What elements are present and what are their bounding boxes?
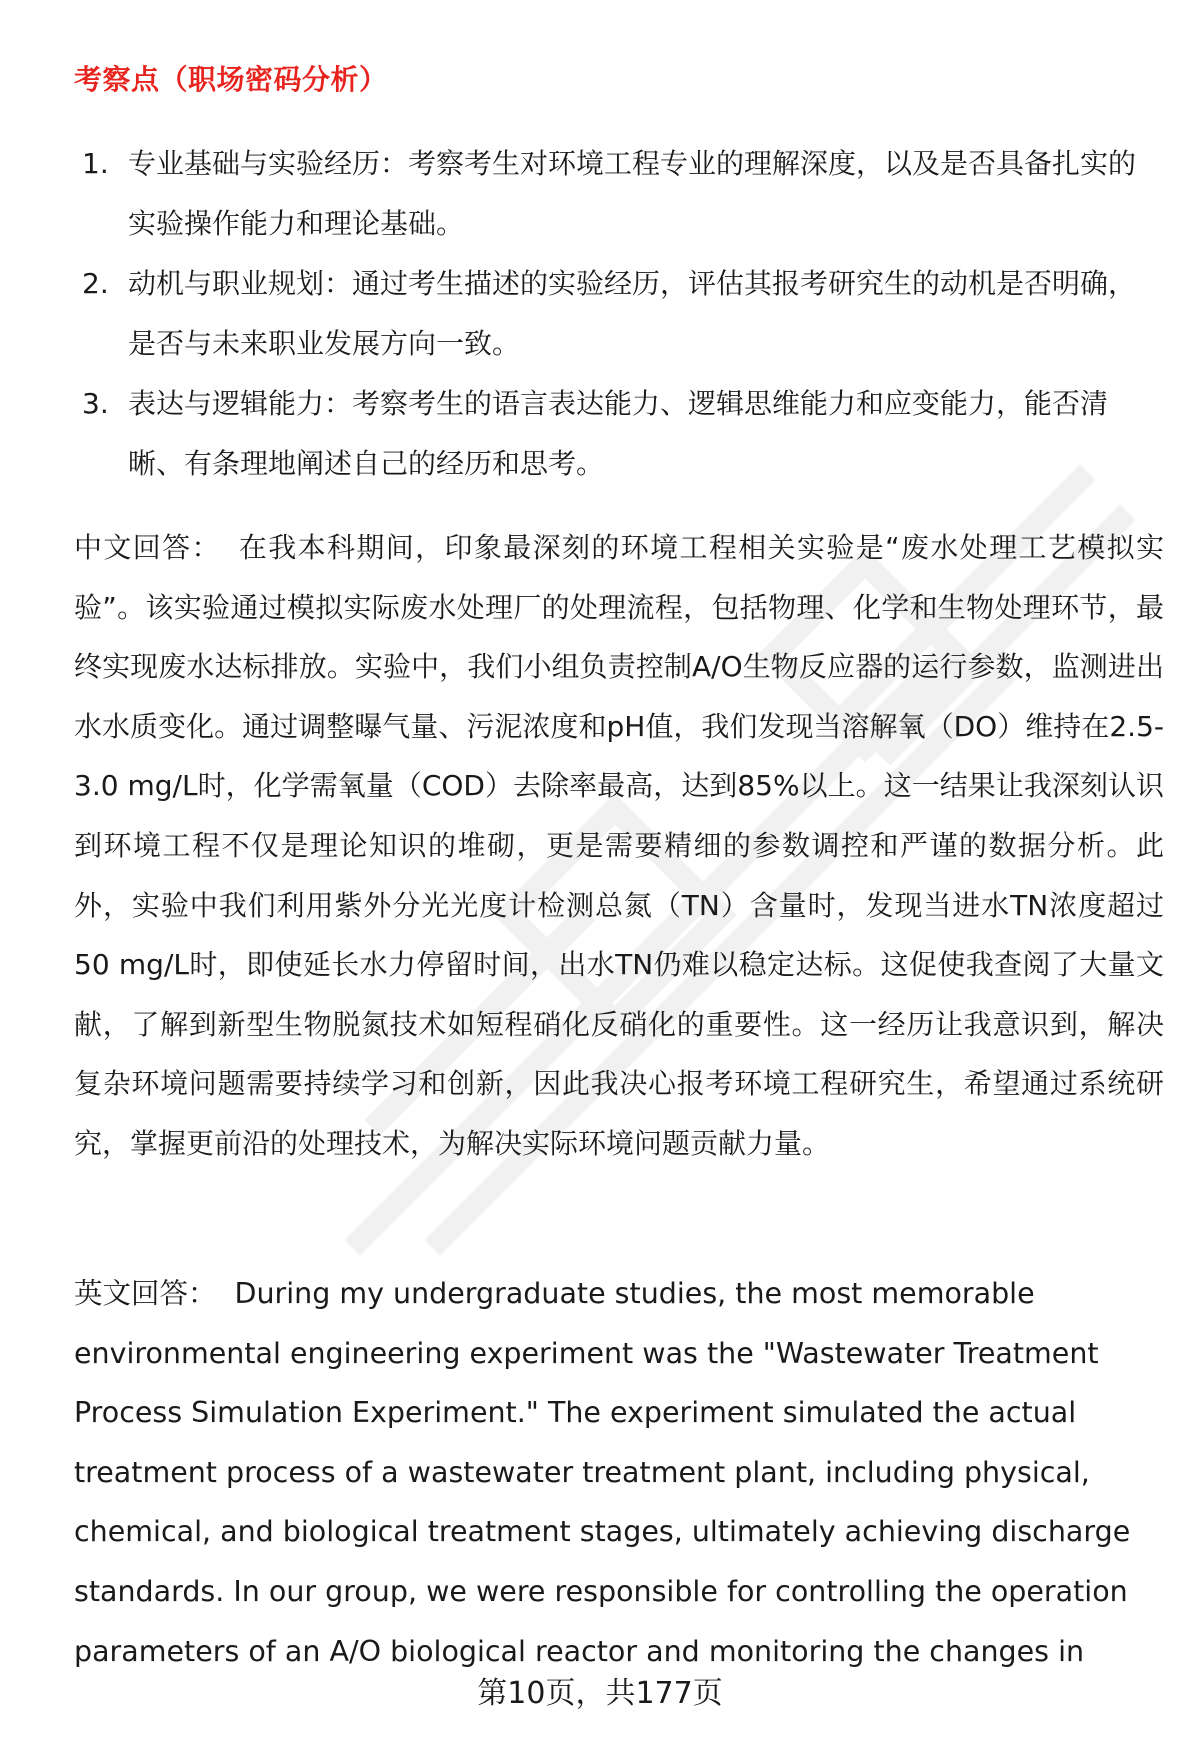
chinese-answer-label: 中文回答： xyxy=(74,531,221,564)
chinese-answer-paragraph xyxy=(74,518,1164,1174)
chinese-answer-text: 在我本科期间，印象最深刻的环境工程相关实验是“废水处理工艺模拟实验”。该实验通过模拟实际废水处理厂的处理流程，包括物理、化学和生物处理环节，最终实现废水达标排放。实验中，我们小组负责控制A/O生物反应器的运行参数，监测进出水水质变化。通过调整曝气量、污泥浓度和pH值，我们发现当溶解氧（DO）维持在2.5-3.0 mg/L时，化学需氧量（COD）去除率最高，达到85%以上。这一结果让我深刻认识到环境工程不仅是理论知识的堆砌，更是需要精细的参数调控和严谨的数据分析。此外，实验中我们利用紫外分光光度计检测总氮（TN）含量时，发现当进水TN浓度超过50 mg/L时，即使延长水力停留时间，出水TN仍难以稳定达标。这促使我查阅了大量文献，了解到新型生物脱氮技术如短程硝化反硝化的重要性。这一经历让我意识到，解决复杂环境问题需要持续学习和创新，因此我决心报考环境工程研究生，希望通过系统研究，掌握更前沿的处理技术，为解决实际环境问题贡献力量。 xyxy=(74,531,1164,1160)
list-item-text: 专业基础与实验经历：考察考生对环境工程专业的理解深度，以及是否具备扎实的实验操作能力和理论基础。 xyxy=(128,147,1137,240)
page-number-footer: 第10页，共177页 xyxy=(477,1676,723,1711)
list-item-text: 动机与职业规划：通过考生描述的实验经历，评估其报考研究生的动机是否明确，是否与未来职业发展方向一致。 xyxy=(128,267,1137,360)
list-item-text: 表达与逻辑能力：考察考生的语言表达能力、逻辑思维能力和应变能力，能否清晰、有条理地阐述自己的经历和思考。 xyxy=(128,387,1109,480)
assessment-points-list xyxy=(82,134,1142,494)
section-title: 考察点（职场密码分析） xyxy=(74,63,388,96)
list-item xyxy=(82,254,1142,374)
list-item xyxy=(82,134,1142,254)
list-item-number: 2. xyxy=(82,267,109,300)
list-item xyxy=(82,374,1142,494)
english-answer-label: 英文回答： xyxy=(74,1277,217,1310)
english-answer-text: During my undergraduate studies, the most memorable environmental engineering experiment was the "Wastewater Treatment Process Simulation Experiment." The experiment simulated the actual treatment process of a wastewater treatment plant, including physical, chemical, and biological treatment stages, ultimately achieving discharge standards. In our group, we were responsible for controlling the operation parameters of an A/O biological reactor and monitoring the changes in xyxy=(74,1277,1131,1668)
english-answer-paragraph xyxy=(74,1264,1144,1681)
list-item-number: 3. xyxy=(82,387,109,420)
list-item-number: 1. xyxy=(82,147,109,180)
